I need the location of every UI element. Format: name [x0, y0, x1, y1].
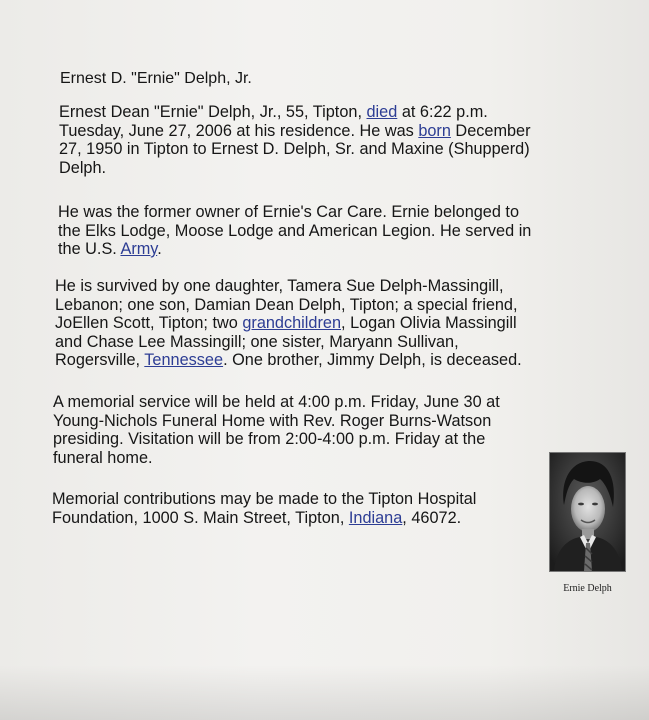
obituary-title: Ernest D. "Ernie" Delph, Jr. [60, 70, 252, 87]
photo-caption: Ernie Delph [563, 583, 612, 594]
text-line: JoEllen Scott, Tipton; two grandchildren, Logan Olivia Massingill [55, 314, 517, 332]
text-line: Tuesday, June 27, 2006 at his residence. He was born December [59, 121, 531, 140]
paragraph-career [58, 203, 578, 259]
text-line: the U.S. Army. [58, 240, 162, 258]
link-indiana[interactable]: Indiana [348, 508, 403, 527]
text-line: Delph. [59, 158, 107, 177]
portrait-photo [549, 452, 626, 572]
text-line: funeral home. [53, 448, 153, 467]
link-army[interactable]: Army [120, 240, 158, 258]
text-line: Lebanon; one son, Damian Dean Delph, Tipton; a special friend, [55, 295, 518, 314]
link-tennessee[interactable]: Tennessee [144, 351, 224, 369]
text-line: Foundation, 1000 S. Main Street, Tipton, Indiana, 46072. [52, 508, 462, 527]
portrait-illustration [550, 453, 625, 571]
text-line: presiding. Visitation will be from 2:00-4:00 p.m. Friday at the [53, 430, 486, 448]
link-grandchildren[interactable]: grandchildren [242, 314, 342, 332]
paragraph-memorial-service [53, 393, 553, 467]
text-line: the Elks Lodge, Moose Lodge and American Legion. He served in [58, 221, 532, 240]
text-line: He is survived by one daughter, Tamera Sue Delph-Massingill, [55, 277, 504, 295]
text-line: Memorial contributions may be made to the Tipton Hospital [52, 490, 477, 508]
text-line: He was the former owner of Ernie's Car Care. Ernie belonged to [58, 203, 520, 221]
text-line: Young-Nichols Funeral Home with Rev. Roger Burns-Watson [53, 411, 492, 430]
paragraph-contributions [52, 490, 552, 527]
text-line: and Chase Lee Massingill; one sister, Maryann Sullivan, [55, 332, 459, 351]
paragraph-death-birth [59, 103, 579, 177]
link-died[interactable]: died [366, 103, 398, 121]
link-born[interactable]: born [418, 121, 451, 140]
text-line: 27, 1950 in Tipton to Ernest D. Delph, Sr. and Maxine (Shupperd) [59, 140, 530, 158]
text-line: Rogersville, Tennessee. One brother, Jimmy Delph, is deceased. [55, 351, 522, 369]
text-line: Ernest Dean "Ernie" Delph, Jr., 55, Tipton, died at 6:22 p.m. [59, 103, 488, 121]
text-line: A memorial service will be held at 4:00 p.m. Friday, June 30 at [53, 393, 500, 411]
paragraph-survivors [55, 277, 585, 370]
